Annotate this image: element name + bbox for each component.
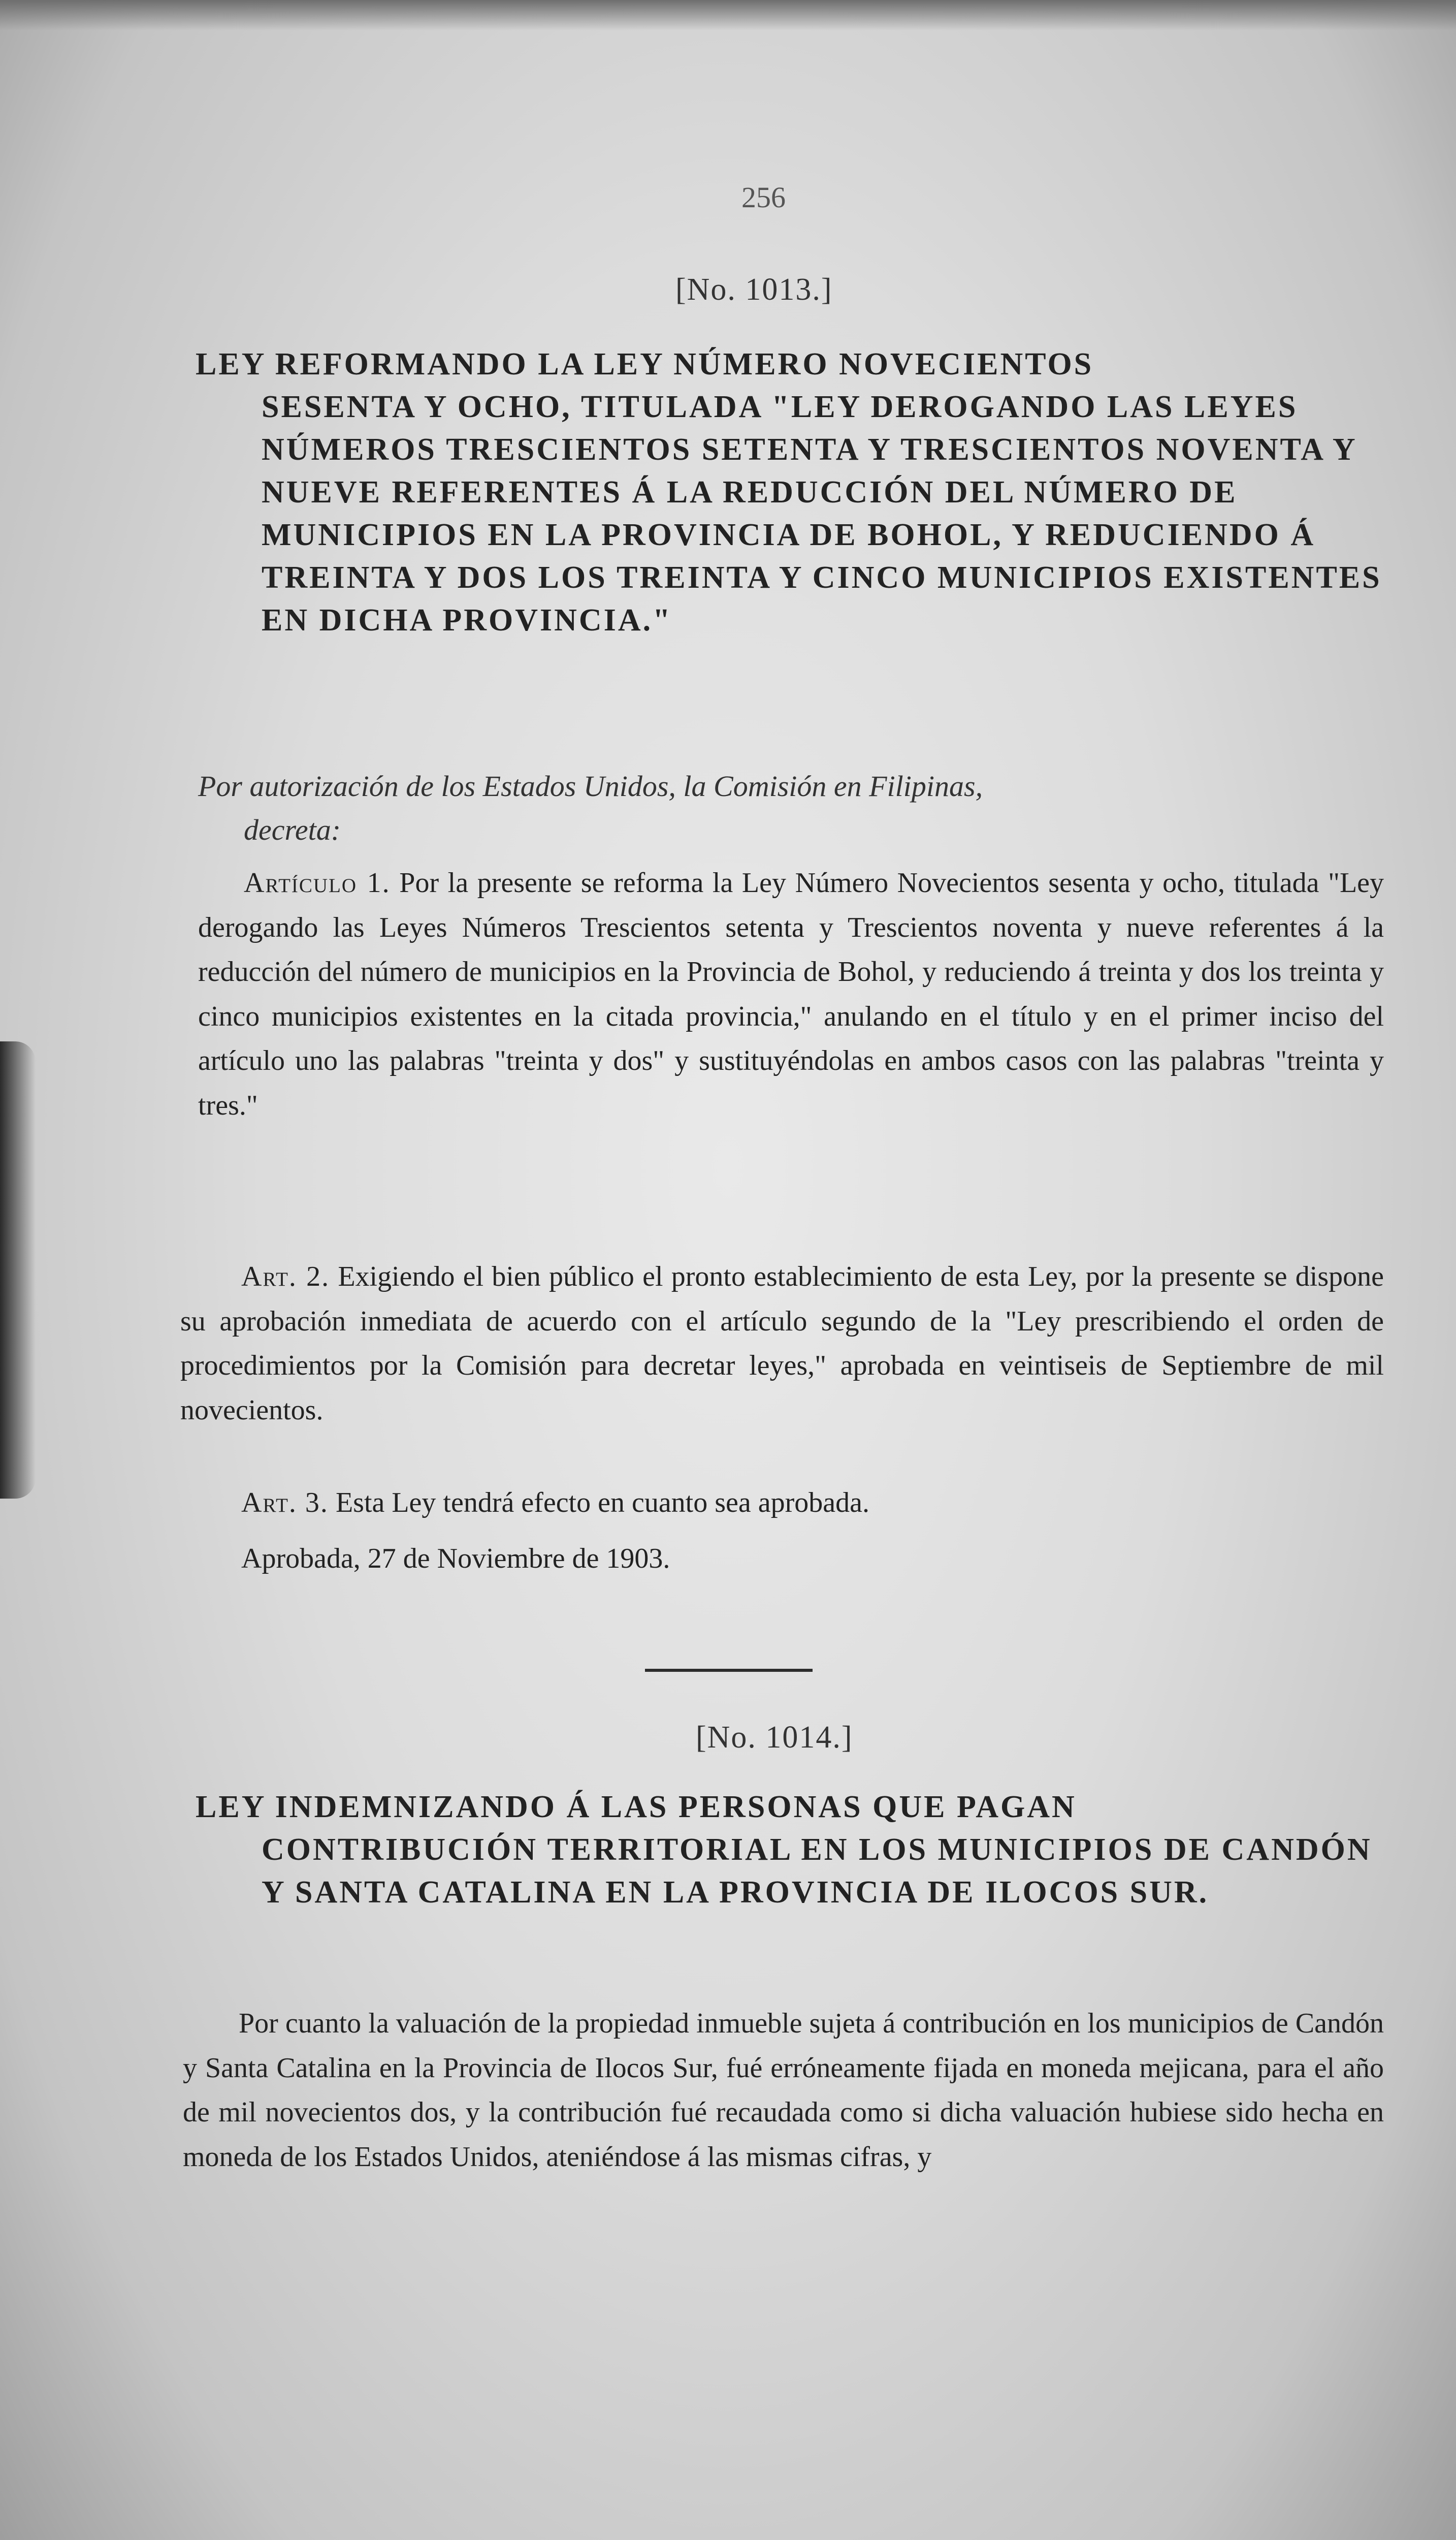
article-2-label: Art. 2. — [241, 1261, 330, 1292]
enacting-clause — [198, 765, 1402, 852]
scan-edge-shadow — [0, 1041, 36, 1499]
article-2-text: Exigiendo el bien público el pronto establecimiento de esta Ley, por la presente se dispone su aprobación inmediata de acuerdo con el artículo segundo de la "Ley prescribiendo el orden de procedimientos por la Comisión para decretar leyes," aprobada en veintiseis de Septiembre de mil novecientos. — [180, 1261, 1384, 1426]
law-title-1014-first-line: LEY INDEMNIZANDO Á LAS PERSONAS QUE PAGAN — [196, 1790, 1077, 1824]
article-3-label: Art. 3. — [241, 1487, 329, 1518]
law-title-1013 — [196, 343, 1394, 642]
enacting-clause-decreta: decreta: — [244, 813, 341, 846]
law-title-1014 — [196, 1786, 1394, 1914]
law-number-1014: [No. 1014.] — [696, 1720, 853, 1755]
section-divider — [645, 1669, 813, 1672]
scan-top-shadow — [0, 0, 1456, 30]
law-number-1013: [No. 1013.] — [675, 272, 833, 307]
approval-date-1013: Aprobada, 27 de Noviembre de 1903. — [241, 1543, 670, 1574]
article-2 — [180, 1255, 1384, 1433]
article-1 — [198, 861, 1384, 1128]
article-1-label: Artículo 1. — [244, 867, 391, 899]
page-number: 256 — [741, 181, 786, 214]
preamble-1014: Por cuanto la valuación de la propiedad inmueble sujeta á contribución en los municipios de Candón y Santa Catalina en la Provincia de Ilocos Sur, fué erróneamente fijada en moneda mejicana, para el año de mil novecientos dos, y la contribución fué recaudada como si dicha valuación hubiese sido hecha en moneda de los Estados Unidos, ateniéndose á las mismas cifras, y — [183, 2008, 1384, 2173]
article-3-text: Esta Ley tendrá efecto en cuanto sea aprobada. — [335, 1487, 869, 1518]
law-title-1014-continuation: CONTRIBUCIÓN TERRITORIAL EN LOS MUNICIPIOS DE CANDÓN Y SANTA CATALINA EN LA PROVINCIA DE ILOCOS SUR. — [262, 1832, 1372, 1910]
article-3 — [241, 1481, 1384, 1526]
law-title-1013-first-line: LEY REFORMANDO LA LEY NÚMERO NOVECIENTOS — [196, 347, 1094, 382]
enacting-clause-first-line: Por autorización de los Estados Unidos, la Comisión en Filipinas, — [198, 770, 983, 803]
article-1-text: Por la presente se reforma la Ley Número Novecientos sesenta y ocho, titulada "Ley derogando las Leyes Números Trescientos setenta y Trescientos noventa y nueve referentes á la reducción del número de municipios en la Provincia de Bohol, y reduciendo á treinta y dos los treinta y cinco municipios existentes en la citada provincia," anulando en el título y en el primer inciso del artículo uno las palabras "treinta y dos" y sustituyéndolas en ambos casos con las palabras "treinta y tres." — [198, 867, 1384, 1121]
law-title-1013-continuation: SESENTA Y OCHO, TITULADA "LEY DEROGANDO LAS LEYES NÚMEROS TRESCIENTOS SETENTA Y TRESCIENTOS NOVENTA Y NUEVE REFERENTES Á LA REDUCCIÓN DEL NÚMERO DE MUNICIPIOS EN LA PROVINCIA DE BOHOL, Y REDUCIENDO Á TREINTA Y DOS LOS TREINTA Y CINCO MUNICIPIOS EXISTENTES EN DICHA PROVINCIA." — [262, 390, 1382, 638]
